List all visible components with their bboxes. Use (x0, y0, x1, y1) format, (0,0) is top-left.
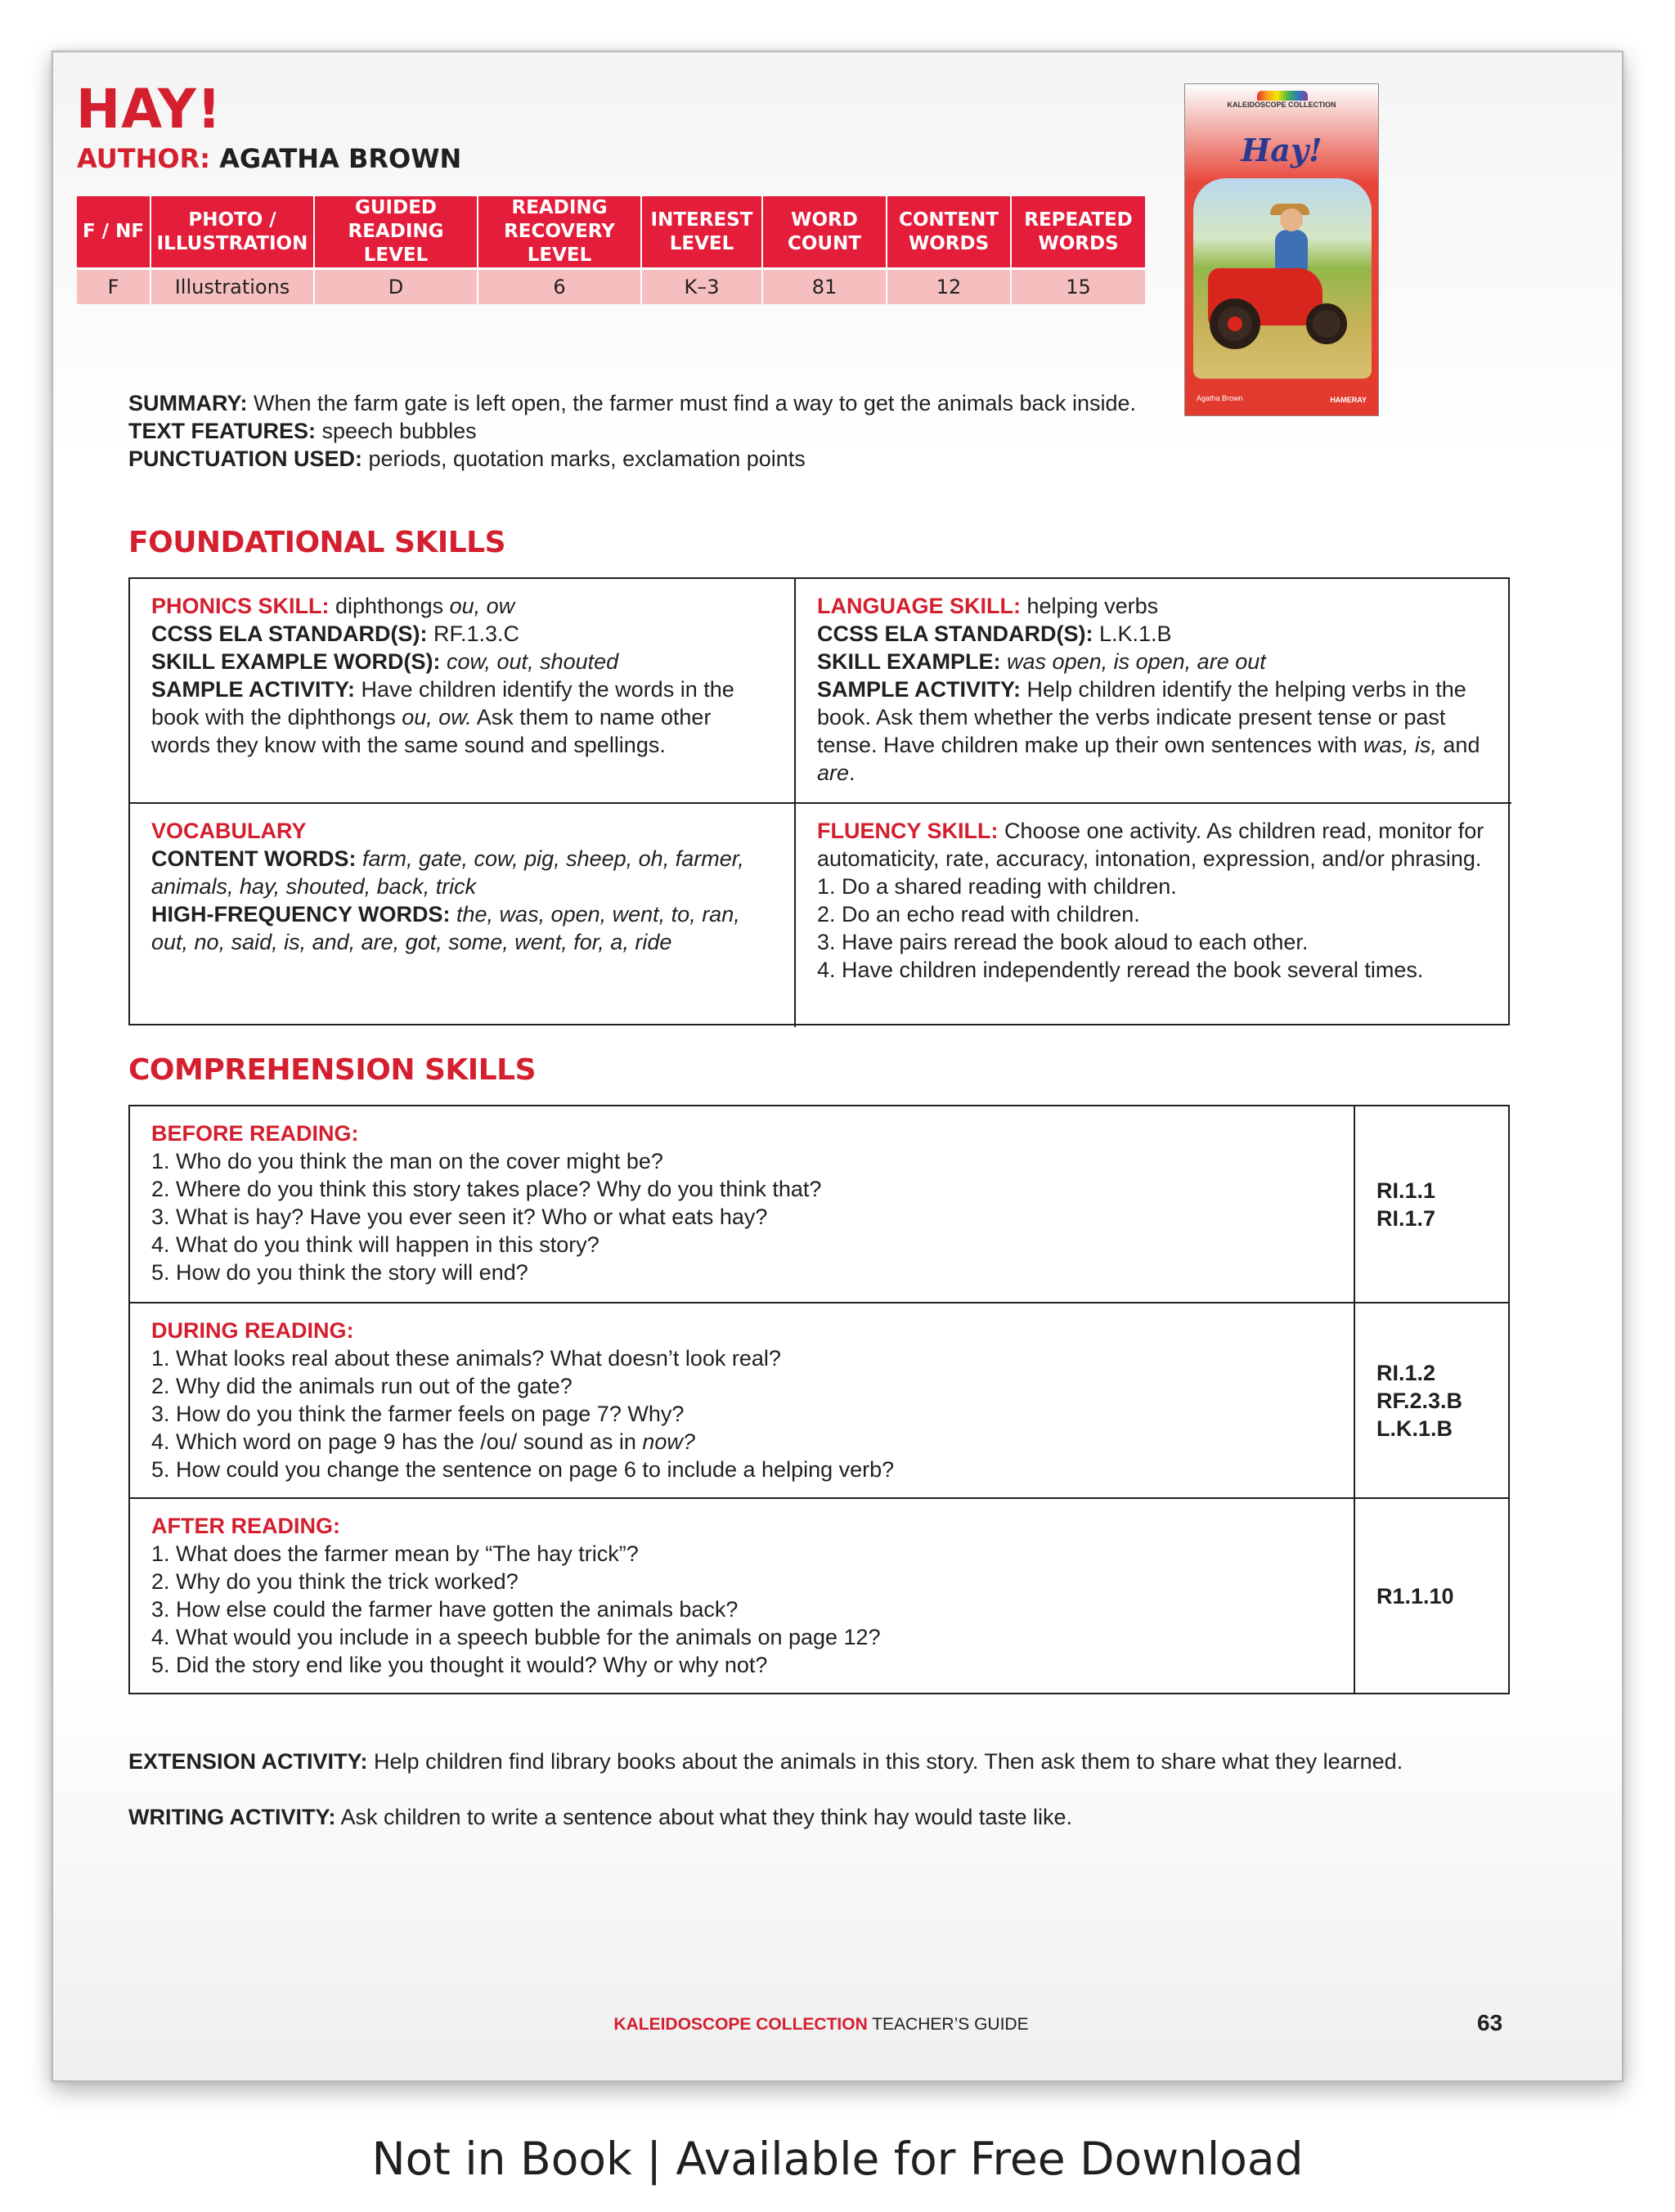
phonics-activity-b: Ask them to name other words they know with the same sound and spellings. (151, 705, 712, 757)
header-reading-recovery-level: READING RECOVERY LEVEL (478, 196, 641, 269)
value-word-count: 81 (762, 269, 887, 304)
during-reading-label: DURING READING: (151, 1318, 354, 1343)
question-item: 2. Why did the animals run out of the gate? (151, 1374, 573, 1398)
value-repeated-words: 15 (1011, 269, 1145, 304)
tractor-front-wheel (1306, 303, 1347, 344)
language-label: LANGUAGE SKILL: (817, 594, 1021, 618)
text-features-line (128, 417, 1136, 445)
footer-brand: KALEIDOSCOPE COLLECTION (613, 2015, 868, 2034)
language-text: helping verbs (1021, 594, 1159, 618)
summary-line (128, 389, 1136, 417)
question-item: 2. Why do you think the trick worked? (151, 1569, 519, 1594)
extension-text: Help children find library books about the animals in this story. Then ask them to share what they learned. (367, 1749, 1403, 1774)
during-reading-standards (1355, 1303, 1508, 1497)
question-item: 4. What would you include in a speech bubble for the animals on page 12? (151, 1625, 881, 1649)
question-item: 5. Did the story end like you thought it would? Why or why not? (151, 1653, 768, 1677)
question-item: 2. Where do you think this story takes place? Why do you think that? (151, 1177, 822, 1201)
language-example: was open, is open, are out (1000, 649, 1266, 674)
comprehension-table (128, 1105, 1510, 1694)
header-repeated-words: REPEATED WORDS (1011, 196, 1145, 269)
language-cell (794, 579, 1511, 802)
phonics-example: cow, out, shouted (440, 649, 619, 674)
author-name: AGATHA BROWN (219, 143, 462, 174)
phonics-cell (130, 579, 794, 802)
high-frequency-words-label: HIGH-FREQUENCY WORDS: (151, 902, 451, 927)
value-content-words: 12 (887, 269, 1011, 304)
text-features-label: TEXT FEATURES: (128, 419, 316, 443)
phonics-ccss-label: CCSS ELA STANDARD(S): (151, 621, 428, 646)
question-item: 1. What looks real about these animals? What doesn’t look real? (151, 1346, 781, 1371)
value-reading-recovery-level: 6 (478, 269, 641, 304)
content-words-label: CONTENT WORDS: (151, 846, 357, 871)
comprehension-skills-heading: COMPREHENSION SKILLS (128, 1053, 537, 1087)
language-period: . (849, 761, 855, 785)
before-reading-questions (130, 1106, 1355, 1302)
foundational-skills-heading: FOUNDATIONAL SKILLS (128, 526, 506, 559)
content-words: farm, gate, cow, pig, sheep, oh, farmer, animals, hay, shouted, back, trick (151, 846, 744, 899)
book-title: HAY! (76, 78, 222, 141)
fluency-text: Choose one activity. As children read, monitor for automaticity, rate, accuracy, intonation, expression, and/or phrasing. (817, 819, 1484, 871)
question-item: 5. How could you change the sentence on page 6 to include a helping verb? (151, 1457, 895, 1482)
extension-label: EXTENSION ACTIVITY: (128, 1749, 368, 1774)
book-info-table (77, 196, 1145, 304)
book-cover-image (1184, 83, 1379, 416)
summary-label: SUMMARY: (128, 391, 248, 415)
footer-guide-label: TEACHER’S GUIDE (867, 2015, 1029, 2034)
author-line (77, 143, 461, 174)
fluency-item: 4. Have children independently reread the book several times. (817, 958, 1424, 982)
phonics-text: diphthongs (329, 594, 450, 618)
download-banner: Not in Book | Available for Free Download (371, 2133, 1304, 2185)
question-item: 1. Who do you think the man on the cover might be? (151, 1149, 663, 1173)
phonics-activity-a: Have children identify the words in the book with the diphthongs (151, 677, 734, 729)
tractor-rear-wheel (1210, 298, 1260, 349)
phonics-diphthongs: ou, ow (449, 594, 515, 618)
vocabulary-cell (130, 802, 794, 1027)
standard-code: RI.1.2 (1376, 1360, 1436, 1385)
language-and: and (1436, 733, 1480, 757)
value-fnf: F (77, 269, 150, 304)
header-guided-reading-level: GUIDED READING LEVEL (314, 196, 478, 269)
cover-author: Agatha Brown (1197, 394, 1243, 402)
punctuation-text: periods, quotation marks, exclamation points (362, 446, 806, 471)
fluency-item: 3. Have pairs reread the book aloud to each other. (817, 930, 1309, 954)
value-photo-illustration: Illustrations (150, 269, 314, 304)
question-text: 4. Which word on page 9 has the /ou/ sound as in (151, 1429, 643, 1454)
cover-series-name: KALEIDOSCOPE COLLECTION (1227, 101, 1336, 109)
series-logo-icon (1257, 91, 1308, 101)
fluency-item: 1. Do a shared reading with children. (817, 874, 1177, 899)
language-word-was: was, (1363, 733, 1409, 757)
value-guided-reading-level: D (314, 269, 478, 304)
language-example-label: SKILL EXAMPLE: (817, 649, 1001, 674)
language-ccss-label: CCSS ELA STANDARD(S): (817, 621, 1093, 646)
after-reading-row (130, 1497, 1508, 1693)
during-reading-questions (130, 1303, 1355, 1497)
question-item: 4. What do you think will happen in this story? (151, 1232, 599, 1257)
cover-publisher: HAMERAY (1330, 396, 1367, 404)
phonics-label: PHONICS SKILL: (151, 594, 330, 618)
fluency-item: 2. Do an echo read with children. (817, 902, 1140, 927)
question-item: 5. How do you think the story will end? (151, 1260, 528, 1285)
writing-label: WRITING ACTIVITY: (128, 1805, 336, 1829)
cover-title: Hay! (1241, 132, 1322, 168)
phonics-ccss: RF.1.3.C (427, 621, 520, 646)
fluency-cell (794, 802, 1511, 1027)
language-ccss: L.K.1.B (1093, 621, 1172, 646)
during-reading-row (130, 1302, 1508, 1497)
header-photo-illustration: PHOTO / ILLUSTRATION (150, 196, 314, 269)
header-content-words: CONTENT WORDS (887, 196, 1011, 269)
standard-code: R1.1.10 (1376, 1583, 1454, 1609)
language-word-are: are (817, 761, 850, 785)
text-features-text: speech bubbles (316, 419, 477, 443)
header-fnf: F / NF (77, 196, 150, 269)
before-reading-row (130, 1106, 1508, 1302)
high-frequency-words: the, was, open, went, to, ran, out, no, said, is, and, are, got, some, went, for, a, ride (151, 902, 740, 954)
header-word-count: WORD COUNT (762, 196, 887, 269)
question-item: 1. What does the farmer mean by “The hay trick”? (151, 1541, 639, 1566)
standard-code: L.K.1.B (1376, 1416, 1453, 1441)
punctuation-line (128, 445, 1136, 473)
standard-code: RI.1.1 (1376, 1178, 1436, 1203)
fluency-label: FLUENCY SKILL: (817, 819, 999, 843)
activities (128, 1748, 1519, 1831)
page-footer (0, 2015, 1675, 2035)
question-item (151, 1428, 1332, 1456)
phonics-activity-label: SAMPLE ACTIVITY: (151, 677, 355, 702)
question-item: 3. What is hay? Have you ever seen it? Who or what eats hay? (151, 1205, 768, 1229)
after-reading-questions (130, 1499, 1355, 1693)
before-reading-label: BEFORE READING: (151, 1121, 359, 1146)
after-reading-standards (1355, 1499, 1508, 1693)
info-value-row (77, 269, 1145, 304)
after-reading-label: AFTER READING: (151, 1514, 340, 1538)
summary-text: When the farm gate is left open, the farmer must find a way to get the animals back inside. (247, 391, 1137, 415)
question-item: 3. How else could the farmer have gotten the animals back? (151, 1597, 739, 1622)
phonics-example-label: SKILL EXAMPLE WORD(S): (151, 649, 441, 674)
question-item: 3. How do you think the farmer feels on page 7? Why? (151, 1402, 685, 1426)
foundational-skills-grid (128, 577, 1510, 1025)
question-italic-word: now? (642, 1429, 695, 1454)
vocabulary-label: VOCABULARY (151, 819, 307, 843)
language-word-is: is, (1414, 733, 1437, 757)
farmer-figure (1275, 230, 1308, 271)
writing-text: Ask children to write a sentence about what they think hay would taste like. (335, 1805, 1072, 1829)
info-header-row (77, 196, 1145, 269)
standard-code: RF.2.3.B (1376, 1388, 1463, 1413)
phonics-activity-italic: ou, ow. (402, 705, 472, 729)
book-meta (128, 389, 1136, 473)
writing-activity (128, 1803, 1519, 1831)
value-interest-level: K–3 (641, 269, 762, 304)
author-label: AUTHOR: (77, 143, 211, 174)
header-interest-level: INTEREST LEVEL (641, 196, 762, 269)
language-activity-label: SAMPLE ACTIVITY: (817, 677, 1021, 702)
before-reading-standards (1355, 1106, 1508, 1302)
page-number: 63 (1477, 2010, 1503, 2035)
extension-activity (128, 1748, 1519, 1775)
standard-code: RI.1.7 (1376, 1205, 1436, 1231)
punctuation-label: PUNCTUATION USED: (128, 446, 362, 471)
language-activity-a: Help children identify the helping verbs in the book. Ask them whether the verbs indicate present tense or past tense. Have children make up their own sentences with (817, 677, 1466, 757)
